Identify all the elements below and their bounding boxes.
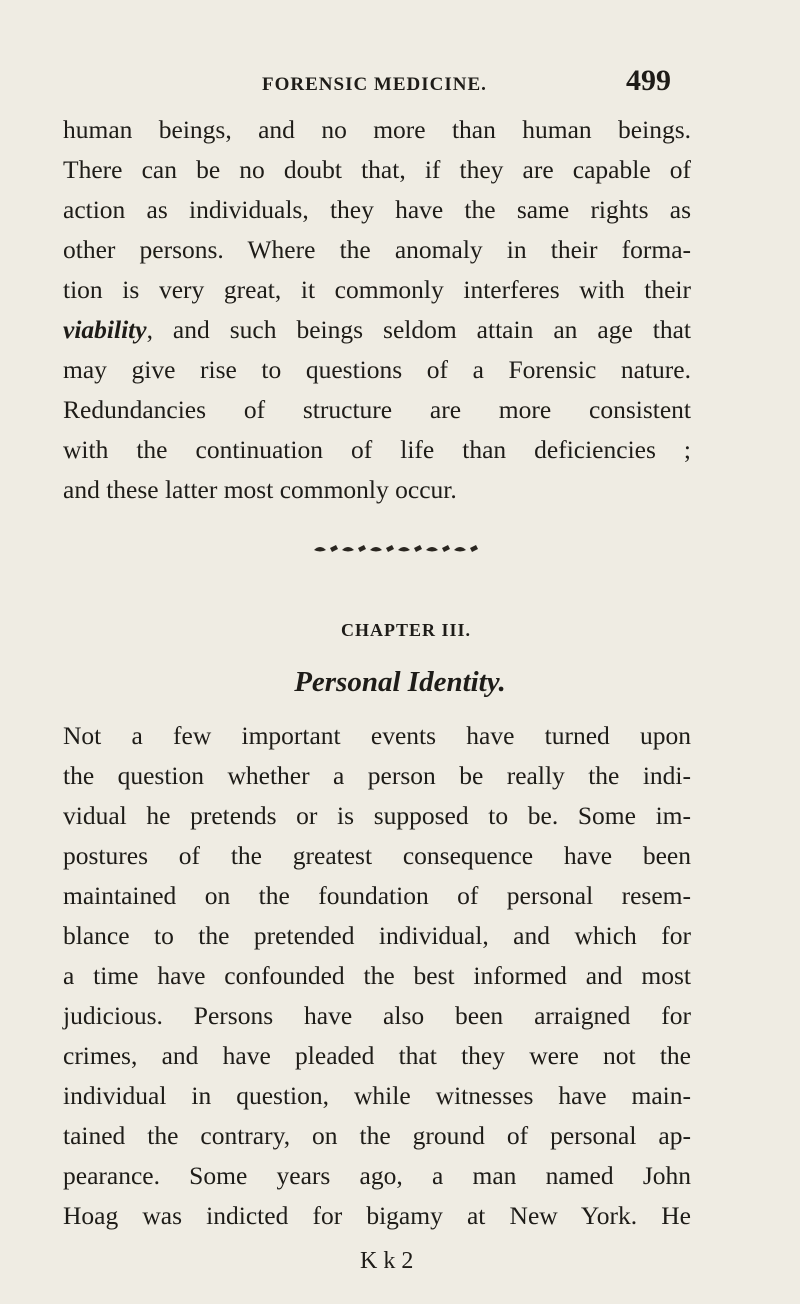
text-line: human beings, and no more than human beings. — [63, 115, 691, 144]
text-line-rest: , and such beings seldom attain an age that — [146, 315, 691, 344]
text-line: may give rise to questions of a Forensic nature. — [63, 355, 691, 384]
text-line: maintained on the foundation of personal resem- — [63, 881, 691, 910]
text-line: and these latter most commonly occur. — [63, 475, 457, 504]
text-line: Hoag was indicted for bigamy at New York. He — [63, 1201, 691, 1230]
chapter-title: Personal Identity. — [294, 666, 506, 698]
page-number: 499 — [626, 64, 671, 97]
text-line: other persons. Where the anomaly in their forma- — [63, 235, 691, 264]
text-line: Not a few important events have turned upon — [63, 721, 691, 750]
text-line: postures of the greatest consequence have been — [63, 841, 691, 870]
text-line: Redundancies of structure are more consistent — [63, 395, 691, 424]
text-line: action as individuals, they have the same rights as — [63, 195, 691, 224]
paragraph-2 — [63, 716, 691, 1236]
text-line: a time have confounded the best informed and most — [63, 961, 691, 990]
text-line: individual in question, while witnesses have main- — [63, 1081, 691, 1110]
text-line: tained the contrary, on the ground of personal ap- — [63, 1121, 691, 1150]
text-line: judicious. Persons have also been arraigned for — [63, 1001, 691, 1030]
ornamental-divider — [310, 540, 490, 556]
text-line: There can be no doubt that, if they are capable of — [63, 155, 691, 184]
text-line: vidual he pretends or is supposed to be. Some im- — [63, 801, 691, 830]
text-line: with the continuation of life than deficiencies ; — [63, 435, 691, 464]
text-line: blance to the pretended individual, and which for — [63, 921, 691, 950]
text-line: the question whether a person be really the indi- — [63, 761, 691, 790]
text-line-with-italic — [63, 310, 691, 350]
italic-word: viability — [63, 315, 147, 344]
text-line: pearance. Some years ago, a man named John — [63, 1161, 691, 1190]
text-line: tion is very great, it commonly interferes with their — [63, 275, 691, 304]
chapter-heading: CHAPTER III. — [340, 620, 472, 640]
text-line: crimes, and have pleaded that they were not the — [63, 1041, 691, 1070]
signature-mark: K k 2 — [360, 1248, 414, 1274]
running-head: FORENSIC MEDICINE. — [262, 74, 487, 95]
paragraph-1 — [63, 110, 691, 510]
